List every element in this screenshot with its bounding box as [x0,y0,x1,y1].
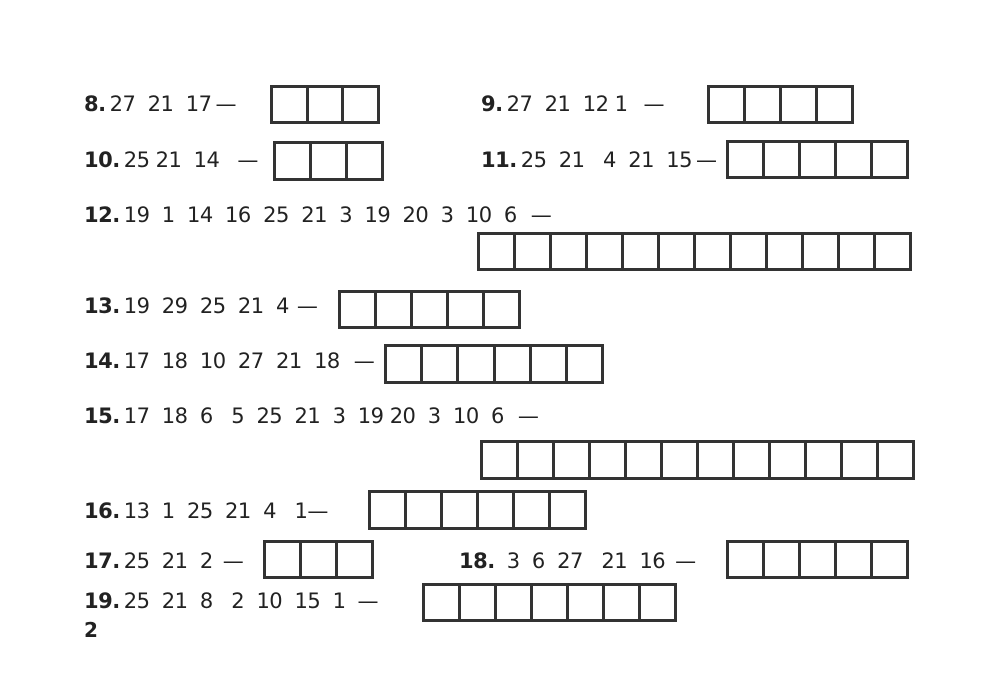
answer-boxes-8[interactable] [270,85,380,124]
letter-box[interactable] [459,347,495,381]
answer-boxes-19[interactable] [422,583,677,622]
letter-box[interactable] [735,443,771,477]
letter-box[interactable] [660,235,696,268]
letter-box[interactable] [276,144,312,178]
letter-box[interactable] [879,443,912,477]
letter-box[interactable] [273,88,309,121]
letter-box[interactable] [551,493,584,527]
puzzle-13 [84,296,317,317]
letter-box[interactable] [425,586,461,619]
letter-box[interactable] [443,493,479,527]
letter-box[interactable] [768,235,804,268]
puzzle-dash: — [215,92,236,116]
letter-box[interactable] [801,543,837,576]
puzzle-19 [84,591,378,612]
letter-box[interactable] [876,235,909,268]
answer-boxes-15[interactable] [480,440,915,480]
letter-box[interactable] [413,293,449,326]
letter-box[interactable] [843,443,879,477]
letter-box[interactable] [552,235,588,268]
puzzle-codes: 27 21 12 1 [506,92,628,116]
puzzle-17 [84,551,243,572]
letter-box[interactable] [480,235,516,268]
answer-boxes-10[interactable] [273,141,384,181]
letter-box[interactable] [771,443,807,477]
letter-box[interactable] [309,88,345,121]
answer-boxes-9[interactable] [707,85,854,124]
letter-box[interactable] [348,144,381,178]
letter-box[interactable] [729,543,765,576]
letter-box[interactable] [312,144,348,178]
letter-box[interactable] [516,235,552,268]
puzzle-dash: — [237,148,258,172]
letter-box[interactable] [344,88,377,121]
puzzle-dash: — [530,203,552,227]
puzzle-dash: — [675,549,696,573]
letter-box[interactable] [782,88,818,121]
puzzle-codes: 17 18 10 27 21 18 [123,349,340,373]
puzzle-number: 8. [84,92,106,116]
puzzle-15 [84,406,538,427]
puzzle-codes: 25 21 8 2 10 15 1 [123,589,346,613]
puzzle-codes: 27 21 17 [109,92,212,116]
letter-box[interactable] [377,293,413,326]
puzzle-12 [84,205,551,226]
puzzle-number: 13. [84,294,120,318]
letter-box[interactable] [266,543,302,576]
letter-box[interactable] [479,493,515,527]
letter-box[interactable] [449,293,485,326]
letter-box[interactable] [407,493,443,527]
letter-box[interactable] [729,143,765,176]
letter-box[interactable] [818,88,851,121]
letter-box[interactable] [807,443,843,477]
letter-box[interactable] [568,347,601,381]
puzzle-14 [84,351,374,372]
puzzle-number: 14. [84,349,120,373]
puzzle-number: 10. [84,148,120,172]
letter-box[interactable] [605,586,641,619]
letter-box[interactable] [641,586,674,619]
puzzle-dash: — [696,148,717,172]
puzzle-number: 19. [84,589,120,613]
puzzle-codes: 25 21 2 [123,549,213,573]
letter-box[interactable] [496,347,532,381]
answer-boxes-14[interactable] [384,344,604,384]
puzzle-codes: 25 21 4 21 15 [520,148,693,172]
letter-box[interactable] [569,586,605,619]
answer-boxes-16[interactable] [368,490,587,530]
letter-box[interactable] [699,443,735,477]
letter-box[interactable] [483,443,519,477]
letter-box[interactable] [341,293,377,326]
letter-box[interactable] [837,143,873,176]
puzzle-9 [481,94,664,115]
puzzle-18 [459,551,696,572]
letter-box[interactable] [423,347,459,381]
puzzle-dash: — [353,349,375,373]
letter-box[interactable] [627,443,663,477]
letter-box[interactable] [338,543,371,576]
letter-box[interactable] [663,443,699,477]
letter-box[interactable] [840,235,876,268]
letter-box[interactable] [533,586,569,619]
puzzle-dash: — [517,404,539,428]
letter-box[interactable] [302,543,338,576]
letter-box[interactable] [873,143,906,176]
puzzle-dash: — [222,549,244,573]
letter-box[interactable] [624,235,660,268]
letter-box[interactable] [555,443,591,477]
puzzle-codes: 19 1 14 16 25 21 3 19 20 3 10 6 [123,203,517,227]
puzzle-16 [84,501,328,522]
puzzle-codes: 19 29 25 21 4 [123,294,289,318]
letter-box[interactable] [485,293,518,326]
puzzle-dash: — [296,294,318,318]
puzzle-number: 16. [84,499,120,523]
letter-box[interactable] [710,88,746,121]
puzzle-11 [481,150,717,171]
letter-box[interactable] [497,586,533,619]
letter-box[interactable] [873,543,906,576]
answer-boxes-17[interactable] [263,540,374,579]
letter-box[interactable] [837,543,873,576]
puzzle-dash: — [643,92,664,116]
puzzle-codes: 17 18 6 5 25 21 3 19 20 3 10 6 [123,404,504,428]
letter-box[interactable] [532,347,568,381]
puzzle-number: 11. [481,148,517,172]
letter-box[interactable] [746,88,782,121]
letter-box[interactable] [804,235,840,268]
puzzle-number: 17. [84,549,120,573]
letter-box[interactable] [519,443,555,477]
puzzle-8 [84,94,236,115]
puzzle-codes: 13 1 25 21 4 1 [123,499,308,523]
answer-boxes-11[interactable] [726,140,909,179]
answer-boxes-12[interactable] [477,232,912,271]
letter-box[interactable] [801,143,837,176]
letter-box[interactable] [765,143,801,176]
letter-box[interactable] [765,543,801,576]
answer-boxes-18[interactable] [726,540,909,579]
puzzle-number: 15. [84,404,120,428]
puzzle-number: 9. [481,92,503,116]
page-number: 2 [84,618,98,642]
letter-box[interactable] [732,235,768,268]
puzzle-10 [84,150,258,171]
letter-box[interactable] [387,347,423,381]
puzzle-number: 18. [459,549,495,573]
puzzle-codes: 25 21 14 [123,148,220,172]
letter-box[interactable] [696,235,732,268]
puzzle-codes: 3 6 27 21 16 [506,549,666,573]
letter-box[interactable] [591,443,627,477]
puzzle-dash: — [307,499,328,523]
letter-box[interactable] [588,235,624,268]
letter-box[interactable] [371,493,407,527]
puzzle-dash: — [357,589,378,613]
answer-boxes-13[interactable] [338,290,521,329]
letter-box[interactable] [461,586,497,619]
letter-box[interactable] [515,493,551,527]
puzzle-number: 12. [84,203,120,227]
